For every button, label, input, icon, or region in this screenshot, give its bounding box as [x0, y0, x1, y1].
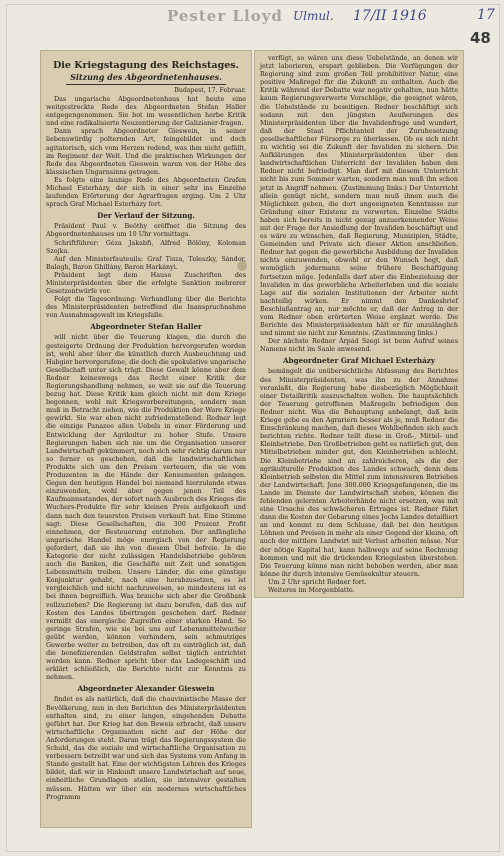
- clipping-right-column: [254, 50, 464, 598]
- section-heading-esterhazy: Abgeordneter Graf Michael Esterházy: [282, 356, 436, 366]
- article-subheadline: Sitzung des Abgeordnetenhauses.: [70, 72, 222, 82]
- paragraph-gieswein-speech: findet es als natürlich, daß die chauvinistische Masse der Bevölkerung, nun in den Berichten des Ministerpräsidenten enthalten sind, zu einer langen, eingehenden Debatte geführt hat. Der Krieg hat den Beweis erbracht, daß unsere wirtschaftliche Organisation nicht auf der Höhe der Anforderungen steht. Daran trägt das Regierungssystem die Schuld, das die soziale und wirtschaftliche Organisation zu verbessern betreibt war und sich das Systems vom Anfang in Stande gestellt hat. Eine der wichtigsten Lehren des Krieges bildet, daß wir in Hinkunft unsere Landwirtschaft auf neue, einheitliche Grundlagen stellen, sie intensiver gestalten müssen. Hätten wir über ein modernes wirtschaftliches Programm: [46, 695, 246, 801]
- paragraph-esterhazy-speech: bemängelt die unübersichtliche Abfassung des Berichtes des Ministerpräsidenten, was ihn zu der Annahme veranlaßt, die Regierung habe diesbezüglich Möglichkeit einer Detailkritik auszuschalten wollen. Die hauptsächlich der Teuerung getroffenen Maßregeln befriedigen den Redner nicht. Was die Behauptung anbelangt, daß kein Kriege gebe es den Agrariern besser als je, muß Redner die Einschränkung machen, daß dieses Wohlbefinden sich auch berichten richte. Redner teilt diese in Groß-, Mittel- und Kleinbetriebe. Den Großbetrieben geht es natürlich gut, den Mittelbetrieben minder gut, den Kleinbetrieben schlecht. Die Kleinbetriebe sind an zahlreicheren, als die der agrikulturelle Produktion des Landes schwach, denn dem Kleinbetrieb selbsten die Mittel zum intensiveren Betrieben der Landwirtschaft. Jene 300.000 Kriegsgefangenen, die im Lande im Dienste der Landwirtschaft stehen, können die fehlenden gelernten Arbeiterhände nicht ersetzen, was mit eine Ursache des schwächeren Ertrages ist. Redner führt dann die Kosten der Gebarung eines Jochs Landes detailliert an und kommt zu dem Schlusse, daß bei den heutigen Löhnen und Preisen in mehr als einer Gegend der kleine, oft auch der mittlere Landwirt mit Verlust arbeiten müsse. Nur der nötige Kapital hat, kann halbwegs auf seine Rechnung kommen und mit die drückenden Kriegslasten überstehen. Die Teuerung könne man nicht behoben werden, aber man könne ihr durch intensive Gemüsekultur steuern.: [260, 367, 458, 578]
- paragraph-ministers: Auf den Ministerfauteuils: Graf Tisza, Teleszky, Sándor, Balogh, Baron Ghillány, Baron Harkányi.: [46, 254, 246, 271]
- handwritten-page-number: 17: [477, 7, 495, 23]
- page-number: 48: [470, 29, 491, 47]
- section-heading-gieswein: Abgeordneter Alexander Gieswein: [77, 684, 215, 694]
- article-dateline: Budapest, 17. Februar.: [174, 87, 246, 94]
- section-heading-haller: Abgeordneter Stefan Haller: [90, 322, 202, 332]
- paragraph-haller-speech: will nicht über die Teuerung klagen, die durch die gesteigerte Ordnung der Produktion hervorgerufen worden ist, wohl aber über die künstlich durch Ausbeuchtung und Habgier hervorgerufene, die doch die spekulative ungarische Gesellschaft unter sich trägt. Diese Gewalt könne aber dem Redner keineswegs das Recht einer Kritik der Regierungshandlung nehmen, so weit sie auf die Teuerung bezug hat. Diese Kritik kam gleich nicht mit dem Kriege begonnen, wohl mit Kriegsvorbereitungen, sondern man muß in Betracht ziehen, wie die Produktion der Ware Kriege gewirkt. Sie war eben nicht zufriedenstellend. Redner legt die einzige Panazee allen Uebels in einer Förderung und Entwicklung der Agrikultur zu hoher Stufe. Unsere Regierungen haben sich nie um die Organisation unserer Landwirtschaft gekümmert, noch sich sehr richtig darum nur so ferner es geschehen, daß die landwirtschaftlichen Produkte sich um den Preisen verteuern, die sie vom Produzenten in die Hände der Konsumenten gelangen. Gegen den heutigen Handel bei niemand hierzulande etwas einzuwenden, wohl aber gegen jenen Teil des Kaufmannsstandes, der sofort nach Ausbruch des Krieges die Wuchers-Produkte für sehr kleinen Preis aufgekauft und dann nach den teuersten Preisen verkauft hat. Eine Stimme sagt: Diese Gesellschaften, die 300 Prozent Profit einnehmen, der Besteuerung entziehen. Der anfängliche ungarische Handel möge energisch von der Regierung gefordert, daß sie ihn von diesem Übel befreie. In die Kategorie der nicht zulässigen Handelsbetriebe gehören auch die Banken, die Geschäfte mit Zeit und sonstigen Lebensmitteln treiben. Unsere Länder, die eine günstige Konjunktur gehabt, nach eine herabzusetzen, es ist vergleichlich und nicht nachzuweisen, so mindestens ist es bei ihnen begreiflich. Was brauche sich aber die Großbank vollzuziehen? Die Regierung ist dazu berufen, daß das auf Kosten des Landes übertragen geschehen darf. Redner vermißt das energische Zugreifen einer starken Hand. So geringe Strafen, wie sie bei uns auf Lebensmittelwucher geübt werden, können verhindern, sein schmutziges Gewerbe weiter zu betreiben, das oft zu einträglich ist, daß die benefizierenden Geldstrafen selbst täglich entrichtet werden kann. Redner spricht über das Ladegeschäft und erklärt schließlich, die Berichte nicht zur Kenntnis zu nehmen.: [46, 333, 246, 682]
- paragraph-opening: Präsident Paul v. Beöthy eröffnet die Sitzung des Abgeordnetenhauses um 10 Uhr vormittags.: [46, 222, 246, 239]
- paragraph-gieswein-continued: verfügt, so wären uns diese Uebelstände, an denen wir jetzt laborieren, erspart geblieben. Die Verfügungen der Regierung sind zum großen Teil prohibitiver Natur, eine positive Maßregel für die Zukunft zu enthalten. Auch die Kritik während der Debatte war negativ gehalten, nun hätte kaum Regierungsverwerte Vorschläge, die geeignet wären, die Uebelstände zu beseitigen. Redner beschäftigt sich sodann mit den jüngsten Aeußerungen des Ministerpräsidenten über die Invalidenfrage und wundert, daß der Staat Pflichtanteil der Zuruhesetzung gesellschaftlicher Fürsorge zu überlassen. Ob es sich nicht zu wichtig sei die Zukunft der Invaliden zu sichern. Die Aufklärungen des Ministerpräsidenten über den landwirtschaftlichen Unterricht der Invaliden haben den Redner nicht befriedigt. Man darf mit diesem Unterricht nicht bis zum Sommer warten, sondern man muß ihn schon jetzt in Angriff nehmen. (Zustimmung links.) Der Unterricht allein genügt nicht, sondern man muß ihnen auch die Möglichkeit geben, die dort angeeigneten Kenntnisse zur Gründung einer Existenz zu verwerten. Einzelne Städte haben sich bereits in nicht genug anzuerkennender Weise mit der Frage der Ansiedlung der Invaliden beschäftigt und es wäre zu wünschen, daß Regierung, Munizipien, Städte, Gemeinden und Private sich dieser Aktion anschließen. Redner hat gegen die gewerbliche Ausbildung der Invaliden nichts einzuwenden, obwohl er den Wunsch hegt, daß womöglich jedermann seine frühere Beschäftigung fortsetzen möge. Jedenfalls darf aber die Einbeziehung der Invaliden in das gewerbliche Arbeiterleben und die soziale Lage auf die sozialen Institutionen der Arbeiter nicht nachteilig wirken. Er nimmt den Dankesbrief Beschlußantrag an, nur möchte er, daß der Antrag in der vom Redner oben erörterten Weise ergänzt werde. Die Berichte des Ministerpräsidenten hält er für unzulänglich und nimmt sie nicht zur Kenntnis. (Zustimmung links.): [260, 54, 458, 338]
- paragraph-szegi: Der nächste Redner Árpád Szegi ist beim Aufruf seines Namens nicht im Saale anwesend.: [260, 337, 458, 354]
- handwritten-date-note: 17/II 1916: [353, 8, 427, 24]
- paragraph-gieswein-summary: Dann sprach Abgeordneter Gieswein, in seiner liebenswürdig polternden Art, feingebildet und doch agitatorisch, sich vom Herzen redend, was ihm nicht gefällt, im Regiment der Welt. Und die praktischen Wirkungen der Rede des Abgeordneten Gieswein waren von der Höhe des klassischen Ungarnsinns getragen.: [46, 127, 246, 176]
- stain-mark: [237, 261, 247, 271]
- paragraph-esterhazy-summary: Es folgte eine launige Rede des Abgeordneten Grafen Michael Esterházy, der sich in einer sehr ins Einzelne laufenden Erörterung der Agrarfragen erging. Um 2 Uhr sprach Graf Michael Esterházy fort.: [46, 175, 246, 209]
- paragraph-president: Präsident legt dem Hause Zuschriften des Ministerpräsidenten über die erfolgte Sanktion mehrerer Gesetzentwürfe vor.: [46, 270, 246, 296]
- headline-divider: [66, 84, 226, 85]
- paragraph-continuation-note: Um 2 Uhr spricht Redner fort.: [268, 577, 367, 586]
- newspaper-masthead: Pester Lloyd: [167, 7, 283, 25]
- handwritten-city-note: Ulmul.: [293, 9, 334, 23]
- paragraph-agenda: Folgt die Tagesordnung: Verhandlung über die Berichte des Ministerpräsidenten betreffend die Inanspruchnahme von Ausnahmsgewalt im Kriegsfalle.: [46, 295, 246, 320]
- paragraph-secretaries: Schriftführer: Géza Jakabfi, Alfred Bölöny, Koloman Szojka.: [46, 238, 246, 255]
- article-headline: Die Kriegstagung des Reichstages.: [53, 60, 239, 71]
- clipping-left-column: [40, 50, 252, 828]
- paragraph-intro: Das ungarische Abgeordnetenhaus hat heute eine weitgestreckte Rede des Abgeordneten Stefan Haller entgegengenommen. Sie bot im wesentlichen herbe Kritik und eine radikalisierte Neuzentierung der Galizianer-fragen.: [46, 95, 246, 128]
- paragraph-further-note: Weiteres im Morgenblatte.: [268, 586, 355, 594]
- section-heading-proceedings: Der Verlauf der Sitzung.: [97, 211, 195, 221]
